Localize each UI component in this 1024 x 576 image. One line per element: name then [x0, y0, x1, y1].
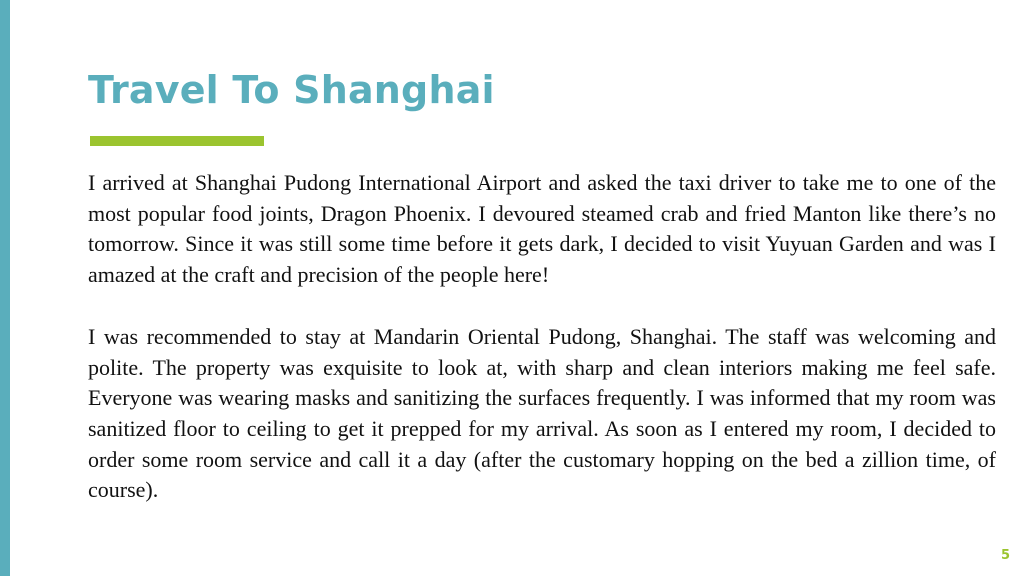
left-accent-bar	[0, 0, 10, 576]
body-paragraph-2: I was recommended to stay at Mandarin Oriental Pudong, Shanghai. The staff was welcoming and polite. The property was exquisite to look at, with sharp and clean interiors making me feel safe. Everyone was wearing masks and sanitizing the surfaces frequently. I was informed that my room was sanitized floor to ceiling to get it prepped for my arrival. As soon as I entered my room, I decided to order some room service and call it a day (after the customary hopping on the bed a zillion time, of course).	[88, 323, 996, 503]
title-underline	[90, 136, 264, 146]
page-number: 5	[1000, 548, 1010, 563]
body-paragraph-1: I arrived at Shanghai Pudong International Airport and asked the taxi driver to take me to one of the most popular food joints, Dragon Phoenix. I devoured steamed crab and fried Manton like there’s no tomorrow. Since it was still some time before it gets dark, I decided to visit Yuyuan Garden and was I amazed at the craft and precision of the people here!	[88, 170, 996, 288]
slide-title: Travel To Shanghai	[88, 68, 495, 112]
slide-body	[88, 168, 996, 506]
